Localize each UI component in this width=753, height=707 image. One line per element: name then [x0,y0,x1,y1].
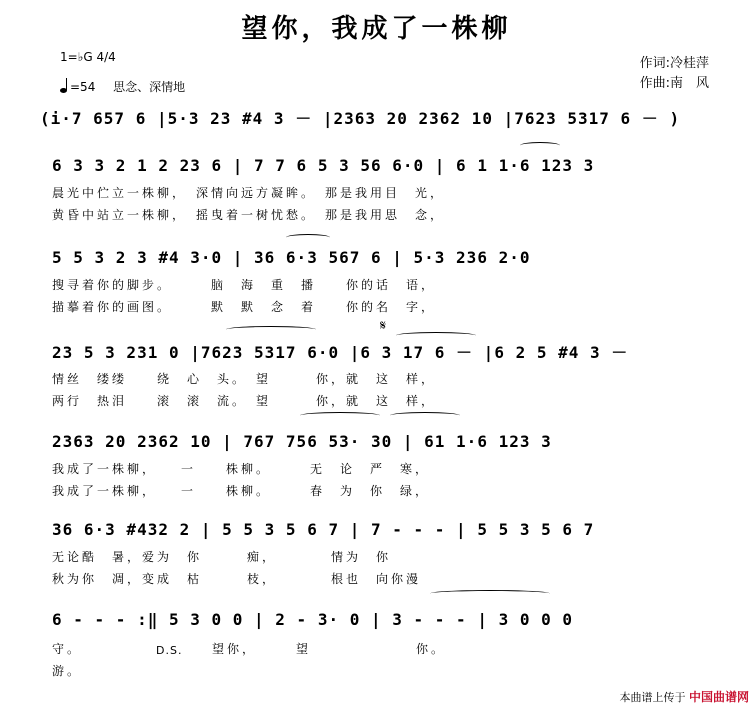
footer-text: 本曲谱上传于 [619,691,686,704]
music-line-7-notes: 6 - - - :‖ 5 3 0 0 | 2 - 3· 0 | 3 - - - | 3 0 0 0 [52,610,574,629]
slur-arc [226,326,316,333]
lyricist: 作词:冷桂萍 [639,56,709,71]
slur-arc [390,412,460,419]
slur-arc [430,590,550,597]
mood-marking: 思念、深情地 [113,80,186,94]
music-line-4-lyric-2: 两行 热泪 滚 滚 流。 望 你，就 这 样， [52,394,437,408]
segno-icon: 𝄋 [380,318,387,334]
key-label: 1=♭G [60,50,93,64]
composer: 作曲:南 风 [639,76,709,91]
ds-marking: D.S. [156,644,183,657]
music-line-6-notes: 36 6·3 #432 2 | 5 5 3 5 6 7 | 7 - - - | 5 5 3 5 6 7 [52,520,595,539]
slur-arc [396,332,476,339]
tempo-marking [60,78,185,95]
footer [619,688,749,705]
music-line-4-lyric-1: 情丝 缕缕 绕 心 头。 望 你，就 这 样， [52,372,437,386]
tempo-value: =54 [70,80,96,94]
key-signature [60,50,116,64]
music-line-5-lyric-1: 我成了一株柳， 一 株柳。 无 论 严 寒， [52,462,431,476]
music-line-3-lyric-2: 描摹着你的画图。 默 默 念 着 你的名 字， [52,300,437,314]
music-line-5-lyric-2: 我成了一株柳， 一 株柳。 春 为 你 绿， [52,484,431,498]
music-line-7-lyric-tail: 望你， 望 你。 [212,642,447,656]
time-signature: 4/4 [96,50,116,64]
music-line-2-lyric-1: 晨光中伫立一株柳， 深情向远方凝眸。 那是我用目 光， [52,186,446,200]
music-line-3-notes: 5 5 3 2 3 #4 3·0 | 36 6·3 567 6 | 5·3 236 2·0 [52,248,531,267]
music-line-2-notes: 6 3 3 2 1 2 23 6 | 7 7 6 5 3 56 6·0 | 6 1 1·6 123 3 [52,156,595,175]
music-line-4-notes: 23 5 3 231 0 |7623 5317 6·0 |6 3 17 6 － |6 2 5 #4 3 － [52,343,629,362]
music-line-6-lyric-1: 无论酷 暑，爱为 你 痴， 情为 你 [52,550,392,564]
music-line-1-notes: (i·7 657 6 |5·3 23 #4 3 － |2363 20 2362 10 |7623 5317 6 － ) [40,109,681,128]
music-line-7-lyric-1: 守。 [52,642,83,656]
music-line-6-lyric-2: 秋为你 凋，变成 枯 枝， 根也 向你漫 [52,572,422,586]
music-line-7-lyric-2: 游。 [52,664,83,678]
music-line-2-lyric-2: 黄昏中站立一株柳， 摇曳着一树忧愁。 那是我用思 念， [52,208,446,222]
slur-arc [520,142,560,149]
credits [640,54,709,94]
note-stem [66,78,67,90]
site-logo: 中国曲谱网 [688,690,749,704]
music-line-5-notes: 2363 20 2362 10 | 767 756 53· 30 | 61 1·6 123 3 [52,432,552,451]
song-title: 望你，我成了一株柳 [241,14,512,44]
slur-arc [286,234,330,241]
slur-arc [300,412,380,419]
music-line-3-lyric-1: 搜寻着你的脚步。 脑 海 重 播 你的话 语， [52,278,437,292]
